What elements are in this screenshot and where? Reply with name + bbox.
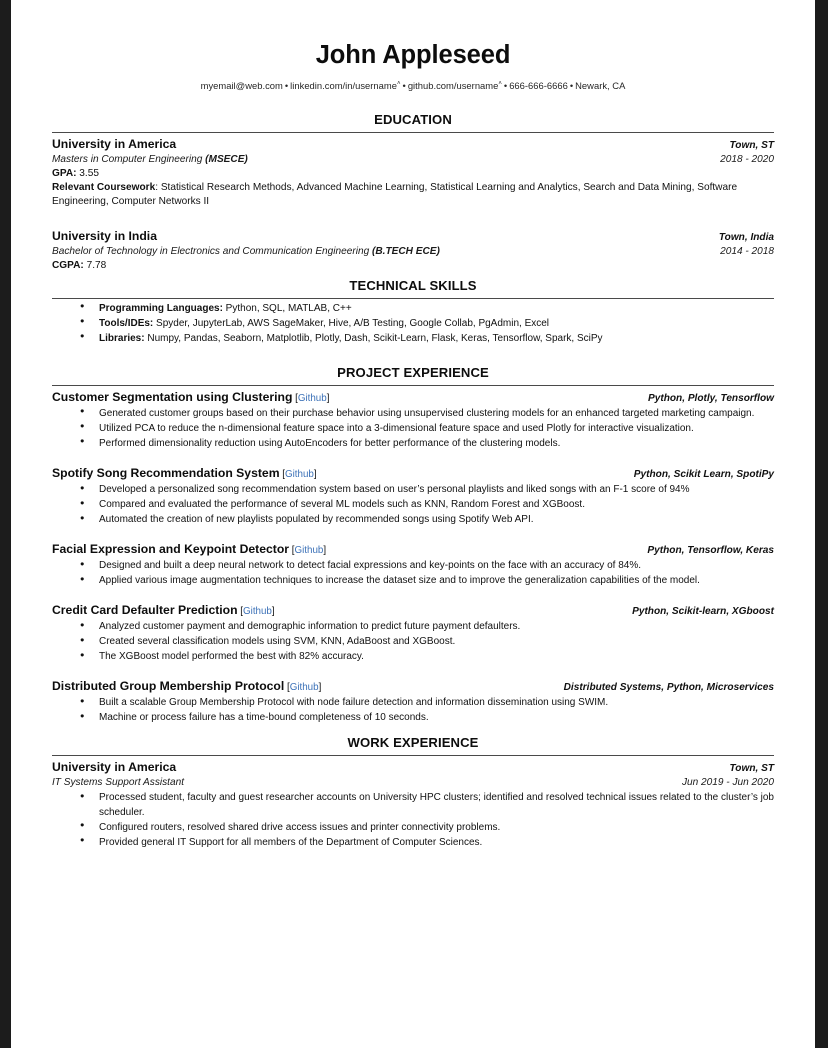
work-employer: University in America — [52, 760, 177, 775]
skill-value: Spyder, JupyterLab, AWS SageMaker, Hive, A/B Testing, Google Collab, PgAdmin, Excel — [153, 317, 550, 329]
project-4-bullets — [52, 620, 774, 665]
spacer-project-2 — [52, 528, 774, 541]
project-title-wrap — [52, 541, 326, 558]
list-item: ● Generated customer groups based on their purchase behavior using unsupervised clustering models for an enhanced targeted marketing campaign. — [52, 407, 774, 422]
list-item: ● Provided general IT Support for all members of the Department of Computer Sciences. — [52, 836, 774, 851]
list-item — [52, 302, 774, 317]
spacer-education — [52, 209, 774, 228]
project-entry-4 — [52, 602, 774, 665]
contact-email: myemail@web.com — [200, 80, 283, 92]
project-entry-5 — [52, 678, 774, 726]
technical-skills-list — [52, 302, 774, 347]
work-dates: Jun 2019 - Jun 2020 — [681, 777, 774, 789]
work-location: Town, ST — [729, 763, 774, 775]
skill-label: Programming Languages: — [99, 302, 223, 314]
spacer-project-4 — [52, 665, 774, 678]
work-role: IT Systems Support Assistant — [52, 777, 185, 789]
project-title-wrap — [52, 678, 321, 695]
education-gpa-line — [52, 167, 774, 181]
work-entry-1 — [52, 759, 774, 850]
education-entry-1-subline — [52, 153, 774, 167]
skill-label: Tools/IDEs: — [99, 317, 154, 329]
section-rule-project-experience — [52, 385, 774, 386]
education-cgpa-value: 7.78 — [83, 259, 107, 271]
project-name: Distributed Group Membership Protocol — [52, 679, 285, 694]
list-item: ● Created several classification models using SVM, KNN, AdaBoost and XGBoost. — [52, 635, 774, 650]
list-item: ● Designed and built a deep neural network to detect facial expressions and key-points on the face with an accuracy of 84%. — [52, 559, 774, 574]
project-github-link[interactable]: [Github] — [237, 606, 275, 618]
section-rule-education — [52, 132, 774, 133]
education-degree-abbr: (MSECE) — [205, 154, 248, 166]
project-name: Credit Card Defaulter Prediction — [52, 603, 238, 618]
skill-value: Python, SQL, MATLAB, C++ — [222, 302, 352, 314]
contact-separator-3: • — [503, 80, 508, 92]
skill-label: Libraries: — [99, 332, 145, 344]
education-entry-2 — [52, 228, 774, 273]
education-entry-1 — [52, 136, 774, 209]
project-entry-3 — [52, 541, 774, 589]
contact-github[interactable]: github.com/username — [407, 80, 499, 92]
project-github-link[interactable]: [Github] — [292, 392, 330, 404]
contact-linkedin[interactable]: linkedin.com/in/username — [290, 80, 397, 92]
list-item — [52, 317, 774, 332]
project-3-bullets — [52, 559, 774, 589]
education-entry-2-subline — [52, 245, 774, 259]
education-school: University in America — [52, 137, 177, 152]
list-item: ● Configured routers, resolved shared drive access issues and printer connectivity problems. — [52, 821, 774, 836]
list-item: ● Developed a personalized song recommendation system based on user’s personal playlists and liked songs with an F-1 score of 94% — [52, 483, 774, 498]
project-5-bullets — [52, 696, 774, 726]
education-degree-wrap — [52, 245, 440, 259]
list-item — [52, 332, 774, 347]
section-title-work-experience: WORK EXPERIENCE — [347, 735, 479, 751]
project-2-headline — [52, 465, 774, 482]
section-title-project-experience: PROJECT EXPERIENCE — [337, 364, 489, 380]
work-entry-1-headline — [52, 759, 774, 776]
project-stack: Python, Scikit Learn, SpotiPy — [633, 468, 774, 480]
skill-value: Numpy, Pandas, Seaborn, Matplotlib, Plotly, Dash, Scikit-Learn, Flask, Keras, Tensorflow, Spark, SciPy — [144, 332, 603, 344]
project-title-wrap — [52, 389, 329, 406]
list-item: ● The XGBoost model performed the best with 82% accuracy. — [52, 650, 774, 665]
project-entry-2 — [52, 465, 774, 528]
project-5-headline — [52, 678, 774, 695]
project-stack: Distributed Systems, Python, Microservices — [563, 682, 774, 694]
project-name: Facial Expression and Keypoint Detector — [52, 542, 290, 556]
education-location: Town, India — [718, 231, 774, 243]
work-1-bullets — [52, 791, 774, 850]
education-gpa-label: GPA: — [52, 168, 77, 180]
list-item: ● Performed dimensionality reduction using AutoEncoders for better performance of the clustering models. — [52, 437, 774, 452]
project-2-bullets — [52, 483, 774, 528]
project-github-link[interactable]: [Github] — [284, 682, 322, 694]
education-gpa-value: 3.55 — [76, 168, 99, 180]
section-title-education: EDUCATION — [374, 112, 452, 128]
list-item: ● Analyzed customer payment and demographic information to predict future payment defaulters. — [52, 620, 774, 635]
project-1-headline — [52, 389, 774, 406]
external-link-marker-1: ˄ — [396, 81, 401, 88]
list-item: ● Automated the creation of new playlists populated by recommended songs using Spotify Web API. — [52, 513, 774, 528]
contact-location: Newark, CA — [575, 80, 626, 92]
project-stack: Python, Plotly, Tensorflow — [648, 392, 774, 404]
education-entry-1-headline — [52, 136, 774, 153]
project-name: Customer Segmentation using Clustering — [52, 389, 293, 404]
spacer-project-1 — [52, 452, 774, 465]
list-item: ● Built a scalable Group Membership Protocol with node failure detection and information dissemination using SWIM. — [52, 696, 774, 711]
work-entry-1-subline — [52, 776, 774, 790]
project-3-headline — [52, 541, 774, 558]
resume-page — [11, 0, 815, 1048]
education-coursework-value: : Statistical Research Methods, Advanced Machine Learning, Statistical Learning and Analytics, Search and Data Mining, Software Engineering, Computer Networks II — [52, 182, 738, 208]
education-degree-abbr: (B.TECH ECE) — [372, 245, 440, 257]
spacer-skills — [52, 347, 774, 360]
external-link-marker-2: ˄ — [498, 81, 502, 88]
education-dates: 2018 - 2020 — [720, 154, 774, 166]
list-item: ● Machine or process failure has a time-bound completeness of 10 seconds. — [52, 711, 774, 726]
project-1-bullets — [52, 407, 774, 452]
list-item: ● Processed student, faculty and guest researcher accounts on University HPC clusters; identified and resolved technical issues related to the cluster’s job scheduler. — [52, 791, 774, 820]
contact-separator-2: • — [402, 80, 406, 92]
education-cgpa-line — [52, 259, 774, 273]
list-item: ● Utilized PCA to reduce the n-dimensional feature space into a 3-dimensional feature space and used Plotly for interactive visualization. — [52, 422, 774, 437]
education-cgpa-label: CGPA: — [52, 259, 84, 271]
section-rule-technical-skills — [52, 298, 774, 299]
education-location: Town, ST — [729, 140, 774, 152]
education-degree: Bachelor of Technology in Electronics and Communication Engineering — [52, 245, 373, 257]
education-dates: 2014 - 2018 — [720, 245, 774, 257]
contact-separator-1: • — [284, 80, 289, 92]
section-rule-work-experience — [52, 755, 774, 756]
education-coursework-line — [52, 181, 774, 209]
project-github-link[interactable]: [Github] — [289, 545, 327, 556]
project-github-link[interactable]: [Github] — [279, 468, 317, 480]
education-coursework-label: Relevant Coursework — [52, 182, 156, 194]
education-school: University in India — [52, 228, 157, 243]
list-item: ● Compared and evaluated the performance of several ML models such as KNN, Random Forest and XGBoost. — [52, 498, 774, 513]
section-title-technical-skills: TECHNICAL SKILLS — [349, 277, 477, 293]
project-title-wrap — [52, 465, 317, 482]
spacer-project-3 — [52, 589, 774, 602]
list-item: ● Applied various image augmentation techniques to increase the dataset size and to improve the generalization capabilities of the model. — [52, 574, 774, 589]
project-title-wrap — [52, 602, 275, 619]
project-stack: Python, Tensorflow, Keras — [647, 545, 774, 556]
education-degree: Masters in Computer Engineering — [52, 154, 206, 166]
spacer-project-5 — [52, 726, 774, 730]
project-entry-1 — [52, 389, 774, 452]
contact-phone: 666-666-6666 — [509, 80, 568, 92]
contact-line — [52, 80, 774, 93]
education-entry-2-headline — [52, 228, 774, 245]
candidate-name: John Appleseed — [315, 41, 511, 69]
education-degree-wrap — [52, 153, 248, 167]
project-stack: Python, Scikit-learn, XGboost — [632, 606, 774, 618]
project-name: Spotify Song Recommendation System — [52, 465, 280, 480]
project-4-headline — [52, 602, 774, 619]
contact-separator-4: • — [569, 80, 574, 92]
